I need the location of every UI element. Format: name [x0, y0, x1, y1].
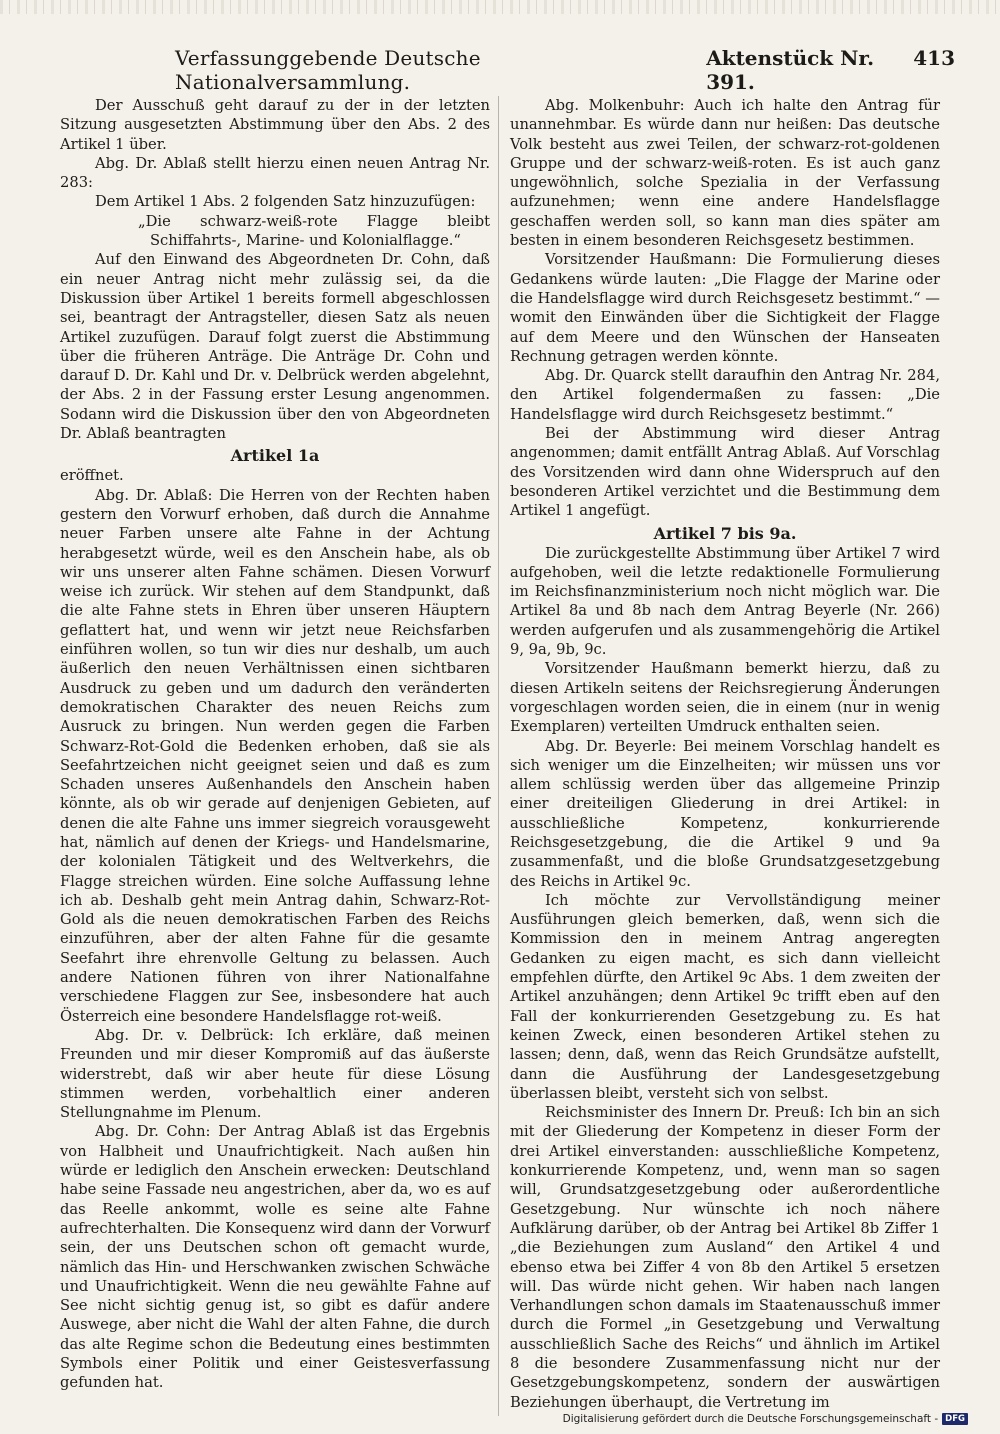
paragraph: Auf den Einwand des Abgeordneten Dr. Cohn, daß ein neuer Antrag nicht mehr zulässig sei, da die Diskussion über Artikel 1 bereits formell abgeschlossen sei, beantragt der Antragsteller, diesen Satz als neuen Artikel zuzufügen. Darauf folgt zuerst die Abstimmung über die früheren Anträge. Die Anträge Dr. Cohn und darauf D. Dr. Kahl und Dr. v. Delbrück werden abgelehnt, der Abs. 2 in der Fassung erster Lesung angenommen. Sodann wird die Diskussion über den von Abgeordneten Dr. Ablaß beantragten — [60, 251, 490, 443]
digitization-footer — [563, 1413, 968, 1425]
right-column — [510, 96, 940, 1412]
paragraph: Abg. Dr. Quarck stellt daraufhin den Antrag Nr. 284, den Artikel folgendermaßen zu fassen: „Die Handelsflagge wird durch Reichsgesetz bestimmt.“ — [510, 367, 940, 423]
paragraph: Abg. Dr. Cohn: Der Antrag Ablaß ist das Ergebnis von Halbheit und Unaufrichtigkeit. Nach außen hin würde er lediglich den Anschein erwecken: Deutschland habe seine Fassade neu angestrichen, aber da, wo es auf das Reelle ankommt, wolle es seine alte Fahne aufrechterhalten. Die Konsequenz wird dann der Vorwurf sein, der uns Deutschen schon oft gemacht wurde, nämlich das Hin- und Herschwanken zwischen Schwäche und Unaufrichtigkeit. Wenn die neu gewählte Fahne auf See nicht sichtig genug ist, so gibt es dafür andere Auswege, aber nicht die Wahl der alten Fahne, die durch das alte Regime schon die Bedeutung eines bestimmten Symbols einer Politik und einer Geistesverfassung gefunden hat. — [60, 1123, 490, 1392]
paragraph: Vorsitzender Haußmann: Die Formulierung dieses Gedankens würde lauten: „Die Flagge der Marine oder die Handelsflagge wird durch Reichsgesetz bestimmt.“ — womit den Einwänden über die Sichtigkeit der Flagge auf dem Meere und den Wünschen der Hanseaten Rechnung getragen werden könnte. — [510, 251, 940, 365]
paragraph: Abg. Molkenbuhr: Auch ich halte den Antrag für unannehmbar. Es würde dann nur heißen: Das deutsche Volk besteht aus zwei Teilen, der schwarz-rot-goldenen Gruppe und der schwarz-weiß-roten. Es ist auch ganz ungewöhnlich, solche Spezialia in der Verfassung aufzunehmen; wenn eine andere Handelsflagge geschaffen werden soll, so kann man dies später am besten in einem besonderen Reichsgesetz bestimmen. — [510, 97, 940, 250]
journal-title: Verfassunggebende Deutsche Nationalversammlung. — [175, 46, 481, 94]
paragraph: Der Ausschuß geht darauf zu der in der letzten Sitzung ausgesetzten Abstimmung über den Abs. 2 des Artikel 1 über. — [60, 97, 490, 153]
paragraph: Bei der Abstimmung wird dieser Antrag angenommen; damit entfällt Antrag Ablaß. Auf Vorschlag des Vorsitzenden wird dann ohne Widerspruch auf den besonderen Artikel verzichtet und die Bestimmung dem Artikel 1 angefügt. — [510, 425, 940, 520]
scan-edge-noise — [0, 0, 1000, 14]
column-divider — [498, 96, 499, 1416]
paragraph: Abg. Dr. Ablaß: Die Herren von der Rechten haben gestern den Vorwurf erhoben, daß durch die Annahme neuer Farben unsere alte Fahne in der Achtung herabgesetzt würde, weil es den Anschein habe, als ob wir uns unserer alten Fahne schämen. Diesen Vorwurf weise ich zurück. Wir stehen auf dem Standpunkt, daß die alte Fahne stets in Ehren über unseren Häuptern geflattert hat, und wenn wir jetzt neue Reichsfarben einführen wollen, so tun wir dies nur deshalb, um auch äußerlich den neuen Verhältnissen einen sichtbaren Ausdruck zu geben und um dadurch den veränderten demokratischen Charakter des neuen Reichs zum Ausruck zu bringen. Nun werden gegen die Farben Schwarz-Rot-Gold die Bedenken erhoben, daß sie als Seefahrtzeichen nicht geeignet seien und daß es zum Schaden unseres Außenhandels den Anschein haben könnte, als ob wir gerade auf denjenigen Gebieten, auf denen die alte Fahne uns immer siegreich vorausgeweht hat, nämlich auf denen der Kriegs- und Handelsmarine, der kolonialen Tätigkeit und des Weltverkehrs, die Flagge streichen würden. Eine solche Auffassung lehne ich ab. Deshalb geht mein Antrag dahin, Schwarz-Rot-Gold als die neuen demokratischen Farben des Reichs einzuführen, aber der alten Fahne für die gesamte Seefahrt ihre ehrenvolle Geltung zu belassen. Auch andere Nationen führen von ihrer Nationalfahne verschiedene Flaggen zur See, insbesondere hat auch Österreich eine besondere Handelsflagge rot-weiß. — [60, 486, 490, 1025]
dfg-logo: DFG — [942, 1413, 968, 1425]
paragraph: Die zurückgestellte Abstimmung über Artikel 7 wird aufgehoben, weil die letzte redaktionelle Formulierung im Reichsfinanzministerium noch nicht möglich war. Die Artikel 8a und 8b nach dem Antrag Beyerle (Nr. 266) werden aufgerufen und als zusammengehörig die Artikel 9, 9a, 9b, 9c. — [510, 544, 940, 659]
section-heading: Artikel 1a — [230, 446, 320, 466]
page-header — [175, 46, 955, 94]
section-heading: Artikel 7 bis 9a. — [653, 523, 797, 543]
quoted-motion: „Die schwarz-weiß-rote Flagge bleibt Schiffahrts-, Marine- und Kolonialflagge.“ — [138, 212, 490, 250]
paragraph: Vorsitzender Haußmann bemerkt hierzu, daß zu diesen Artikeln seitens der Reichsregierung Änderungen vorgeschlagen worden seien, die in einem (nur in wenig Exemplaren) verteilten Umdruck enthalten seien. — [510, 660, 940, 736]
paragraph: Ich möchte zur Vervollständigung meiner Ausführungen gleich bemerken, daß, wenn sich die Kommission den in meinem Antrag angeregten Gedanken zu eigen macht, es sich dann vielleicht empfehlen dürfte, den Artikel 9c Abs. 1 dem zweiten der Artikel anzuhängen; denn Artikel 9c trifft eben auf den Fall der konkurrierenden Gesetzgebung zu. Es hat keinen Zweck, einen besonderen Artikel stehen zu lassen; denn, daß, wenn das Reich Grundsätze aufstellt, dann die Ausführung der Landesgesetzgebung überlassen bleibt, versteht sich von selbst. — [510, 891, 940, 1102]
paragraph: eröffnet. — [60, 467, 124, 485]
paragraph: Abg. Dr. v. Delbrück: Ich erkläre, daß meinen Freunden und mir dieser Kompromiß auf das äußerste widerstrebt, daß wir aber heute für diese Lösung stimmen werden, vorbehaltlich einer anderen Stellungnahme im Plenum. — [60, 1026, 490, 1122]
paragraph: Dem Artikel 1 Abs. 2 folgenden Satz hinzuzufügen: — [95, 193, 476, 211]
funding-note: Digitalisierung gefördert durch die Deutsche Forschungsgemeinschaft - — [562, 1413, 939, 1425]
paragraph: Abg. Dr. Beyerle: Bei meinem Vorschlag handelt es sich weniger um die Einzelheiten; wir müssen uns vor allem schlüssig werden über das allgemeine Prinzip einer dreiteiligen Gliederung in drei Artikel: in ausschließliche Kompetenz, konkurrierende Reichsgesetzgebung, die die Artikel 9 und 9a zusammenfaßt, und die bloße Grundsatzgesetzgebung des Reichs in Artikel 9c. — [510, 737, 940, 890]
paragraph: Reichsminister des Innern Dr. Preuß: Ich bin an sich mit der Gliederung der Kompetenz in dieser Form der drei Artikel einverstanden: ausschließliche Kompetenz, konkurrierende Kompetenz, und, wenn man so sagen will, Grundsatzgesetzgebung oder außerordentliche Gesetzgebung. Nur wünschte ich noch nähere Aufklärung darüber, ob der Antrag bei Artikel 8b Ziffer 1 „die Beziehungen zum Ausland“ den Artikel 4 und ebenso etwa bei Ziffer 4 von 8b den Artikel 5 ersetzen will. Das würde nicht gehen. Wir haben nach langen Verhandlungen schon damals im Staatenausschuß immer durch die Formel „in Gesetzgebung und Verwaltung ausschließlich Sache des Reichs“ und ähnlich im Artikel 8 die besondere Zusammenfassung nicht nur der Gesetzgebungskompetenz, sondern der auswärtigen Beziehungen überhaupt, die Vertretung im — [510, 1104, 940, 1411]
page-number: 413 — [913, 46, 955, 70]
left-column — [60, 96, 490, 1393]
document-number: Aktenstück Nr. 391. — [706, 46, 875, 94]
paragraph: Abg. Dr. Ablaß stellt hierzu einen neuen Antrag Nr. 283: — [60, 154, 490, 192]
